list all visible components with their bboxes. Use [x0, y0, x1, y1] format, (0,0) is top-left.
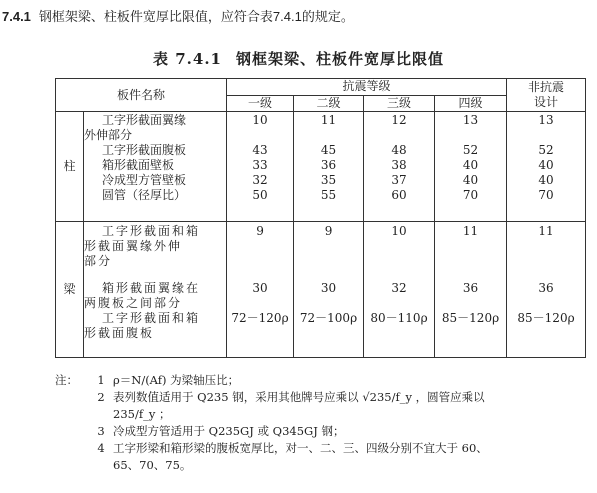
clause-number: 7.4.1 — [2, 9, 31, 24]
beam-non-seismic-values: 11 36 85－120ρ — [507, 222, 586, 358]
notes-label: 注： — [55, 373, 78, 387]
note-index: 4 — [97, 441, 105, 455]
column-label: 柱 — [56, 112, 84, 222]
note-index: 1 — [97, 373, 105, 387]
header-non-seismic: 非抗震 设计 — [507, 79, 586, 112]
table-title — [0, 48, 597, 69]
header-grade-2: 二级 — [294, 96, 364, 112]
column-grade-3-values: 12 48 38 37 60 — [364, 112, 435, 222]
header-seismic-grade: 抗震等级 — [227, 79, 507, 96]
clause-text: 钢框架梁、柱板件宽厚比限值，应符合表7.4.1的规定。 — [38, 9, 354, 24]
note-index: 3 — [97, 424, 105, 438]
column-grade-4-values: 13 52 40 40 70 — [435, 112, 507, 222]
header-plate-name: 板件名称 — [56, 79, 227, 112]
note-text-continued: 65、70、75。 — [113, 458, 192, 472]
header-grade-4: 四级 — [435, 96, 507, 112]
column-grade-1-values: 10 43 33 32 50 — [227, 112, 294, 222]
table-notes — [55, 372, 488, 474]
column-plate-names: 工字形截面翼缘 外伸部分 工字形截面腹板 箱形截面壁板 冷成型方管壁板 圆管（径厚比） — [84, 112, 227, 222]
note-text: 表列数值适用于 Q235 钢，采用其他牌号应乘以 √235/f_y ，圆管应乘以 — [113, 390, 485, 404]
width-thickness-table — [55, 78, 586, 358]
header-grade-1: 一级 — [227, 96, 294, 112]
note-text: 工字形梁和箱形梁的腹板宽厚比，对一、二、三、四级分别不宜大于 60、 — [113, 441, 488, 455]
note-text-continued: 235/f_y ； — [113, 407, 171, 421]
note-text: ρ＝N/(Af) 为梁轴压比； — [113, 373, 240, 387]
table-number: 表 7.4.1 — [153, 50, 222, 68]
lead-paragraph — [2, 6, 354, 25]
beam-grade-1-values: 9 30 72－120ρ — [227, 222, 294, 358]
column-non-seismic-values: 13 52 40 40 70 — [507, 112, 586, 222]
table-title-text: 钢框架梁、柱板件宽厚比限值 — [235, 50, 444, 68]
note-index: 2 — [97, 390, 105, 404]
beam-grade-3-values: 10 32 80－110ρ — [364, 222, 435, 358]
beam-grade-2-values: 9 30 72－100ρ — [294, 222, 364, 358]
beam-label: 梁 — [56, 222, 84, 358]
beam-grade-4-values: 11 36 85－120ρ — [435, 222, 507, 358]
beam-plate-names: 工字形截面和箱 形截面翼缘外伸 部分 箱形截面翼缘在 两腹板之间部分 工字形截面和箱 形截面腹板 — [84, 222, 227, 358]
column-grade-2-values: 11 45 36 35 55 — [294, 112, 364, 222]
header-grade-3: 三级 — [364, 96, 435, 112]
note-text: 冷成型方管适用于 Q235GJ 或 Q345GJ 钢； — [113, 424, 345, 438]
